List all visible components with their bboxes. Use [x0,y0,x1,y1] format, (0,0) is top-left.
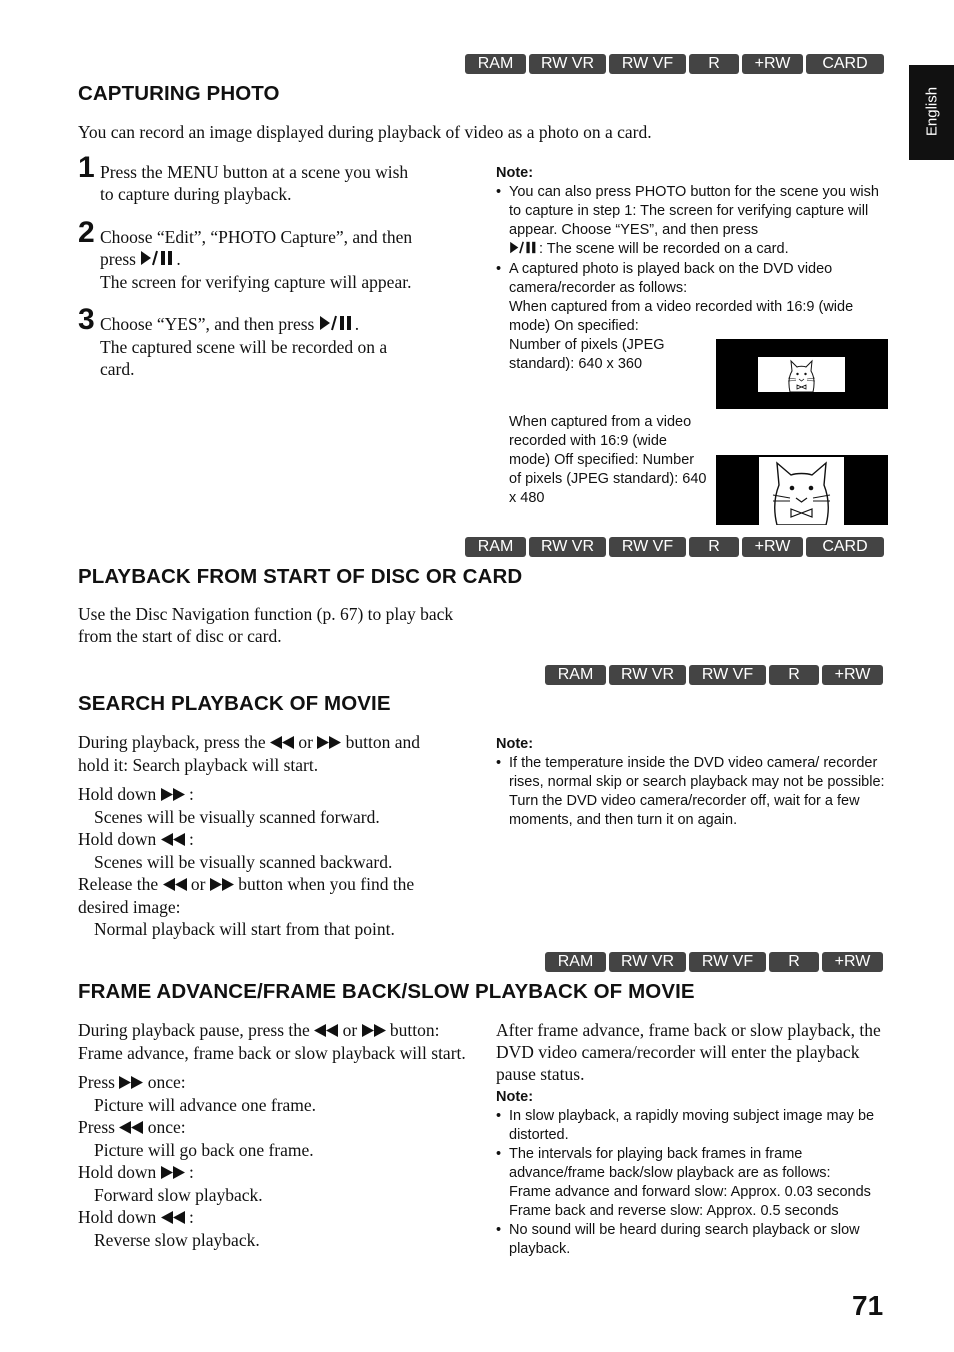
media-tag: R [689,54,739,74]
fast-forward-icon [210,874,234,896]
media-tag: RAM [545,952,606,972]
play-pause-icon [509,241,539,260]
search-playback-body: During playback, press the or button and hold it: Search playback will start. Hold down : Scenes will be visually scanned forward. Hold down : Scenes will be visually scanned backward. Release the or button when you find the desired image: Normal playback will start from that point. [78,732,421,939]
rewind-icon [161,1207,185,1229]
note-search: Note: • If the temperature inside the DVD video camera/ recorder rises, normal skip or search playback may not be possible: Turn the DVD video camera/recorder off, wait for a few moments, and then turn it on again. [496,735,888,830]
section-title-frame-advance: FRAME ADVANCE/FRAME BACK/SLOW PLAYBACK OF MOVIE [78,980,695,1003]
wide-on-illustration [716,339,888,409]
fast-forward-icon [161,784,185,806]
rewind-icon [119,1117,143,1139]
step-number: 2 [78,216,95,249]
cat-image-wide [758,357,845,392]
note-wide-on-pixels: Number of pixels (JPEG standard): 640 x 360 [509,337,665,372]
media-tags [465,54,884,74]
media-tag: R [769,952,819,972]
step-3-text: Choose “YES”, and then press . The captured scene will be recorded on a card. [100,314,388,379]
note-wide-off: When captured from a video recorded with 16:9 (wide mode) Off specified: Number of pixels (JPEG standard): 640 x 480 [509,414,707,506]
media-tag: R [769,665,819,685]
step-number: 1 [78,151,95,184]
media-tag: CARD [806,54,884,74]
media-tag: RW VF [609,54,686,74]
media-tag: RAM [545,665,606,685]
media-tag: CARD [806,537,884,557]
media-tags [545,952,883,972]
cat-image-standard [759,457,844,525]
section-title-playback-start: PLAYBACK FROM START OF DISC OR CARD [78,565,523,588]
media-tag: RW VR [529,537,606,557]
rewind-icon [314,1020,338,1042]
media-tag: +RW [742,537,803,557]
media-tag: RW VR [529,54,606,74]
page-number: 71 [852,1290,884,1321]
media-tag: RW VF [689,665,766,685]
fast-forward-icon [161,1162,185,1184]
media-tag: RW VF [689,952,766,972]
media-tag: RW VF [609,537,686,557]
step-1-text: Press the MENU button at a scene you wish to capture during playback. [100,162,409,204]
rewind-icon [163,874,187,896]
media-tag: R [689,537,739,557]
step-number: 3 [78,303,95,336]
rewind-icon [270,732,294,754]
media-tag: +RW [822,665,883,685]
step-2-text: Choose “Edit”, “PHOTO Capture”, and then press . The screen for verifying capture will appear. [100,227,413,292]
play-pause-icon [319,314,355,336]
cat-icon [758,357,845,392]
fast-forward-icon [317,732,341,754]
media-tag: RW VR [609,952,686,972]
media-tag: RAM [465,54,526,74]
media-tag: +RW [742,54,803,74]
note-capturing: Note: • You can also press PHOTO button for the scene you wish to capture in step 1: The screen for verifying capture will appear. Choose “YES”, and then press : The scene will be recorded on a card. • A captured photo is played back on the DVD video camera/recorder as follows: When captured from a video recorded with 16:9 (wide mode) On specified: [496,164,888,336]
wide-off-illustration [716,455,888,525]
cat-icon [759,457,844,525]
frame-advance-right-text: After frame advance, frame back or slow playback, the DVD video camera/recorder will enter the playback pause status. [496,1020,881,1084]
language-label: English [923,86,941,137]
play-pause-icon [140,249,176,271]
media-tag: RAM [465,537,526,557]
language-tab [909,65,954,160]
playback-start-text: Use the Disc Navigation function (p. 67) to play back from the start of disc or card. [78,604,454,646]
section-title-search-playback: SEARCH PLAYBACK OF MOVIE [78,692,391,715]
media-tags [545,665,883,685]
fast-forward-icon [119,1072,143,1094]
media-tags [465,537,884,557]
fast-forward-icon [362,1020,386,1042]
media-tag: RW VR [609,665,686,685]
rewind-icon [161,829,185,851]
section-title-capturing-photo: CAPTURING PHOTO [78,82,280,105]
frame-advance-body: During playback pause, press the or button: Frame advance, frame back or slow playback will start. Press once: Picture will advance one frame. Press once: Picture will go back one frame. Hold down : Forward slow playback. Hold down : Reverse slow playback. [78,1020,466,1250]
note-frame-advance: Note: • In slow playback, a rapidly moving subject image may be distorted. • The intervals for playing back frames in frame advance/frame back/slow playback are as follows: Frame advance and forward slow: Approx. 0.03 seconds Frame back and reverse slow: Approx. 0.5 seconds • No sound will be heard during search playback or slow playback. [496,1088,888,1259]
intro-text: You can record an image displayed during playback of video as a photo on a card. [78,122,652,142]
media-tag: +RW [822,952,883,972]
